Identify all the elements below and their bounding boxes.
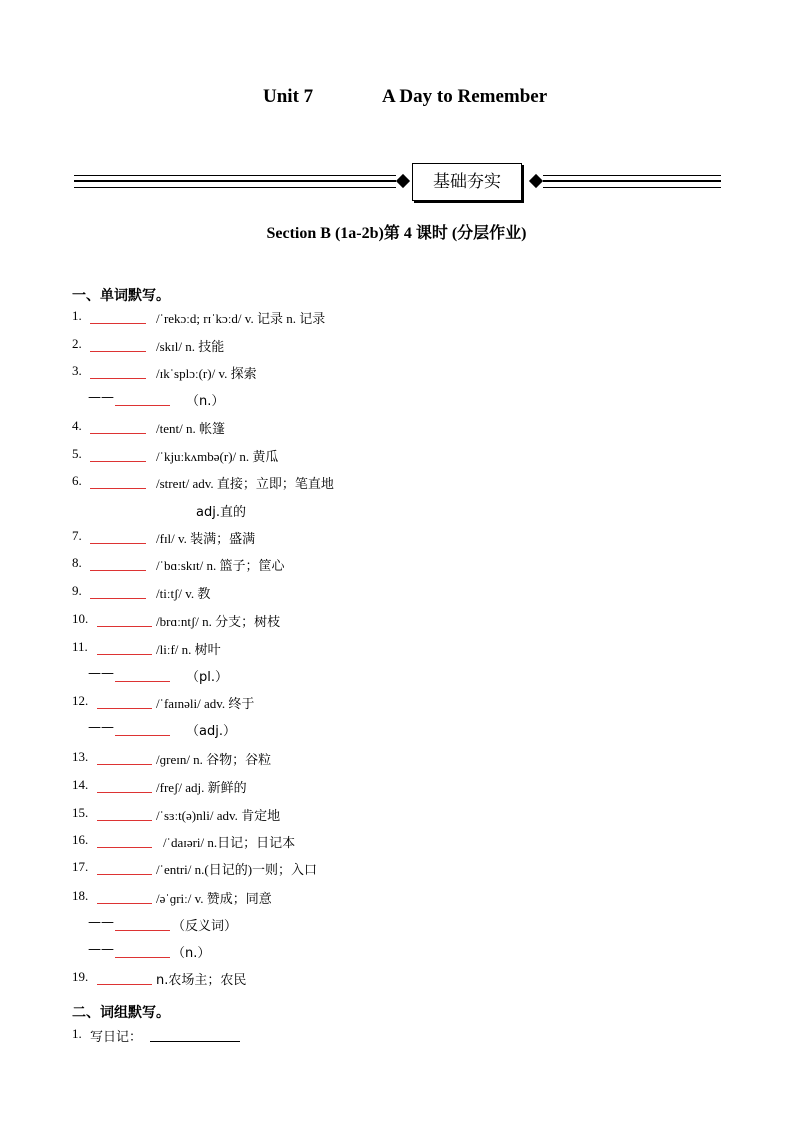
item-number: 2. [72, 336, 82, 351]
item-number: 1. [72, 1026, 82, 1041]
item-definition: /ˈsɜːt(ə)nli/ adv. 肯定地 [156, 808, 281, 823]
unit-title: A Day to Remember [382, 86, 548, 107]
derivative-dash: —— [88, 666, 114, 681]
answer-blank[interactable] [115, 930, 170, 931]
item-definition: /ˈentri/ n.(日记的)一则；入口 [156, 862, 318, 877]
item-number: 7. [72, 528, 82, 543]
item-number: 15. [72, 805, 89, 820]
answer-blank[interactable] [97, 626, 152, 627]
answer-blank[interactable] [90, 323, 146, 324]
item-definition: /ˈfaɪnəli/ adv. 终于 [156, 696, 255, 711]
answer-blank[interactable] [115, 957, 170, 958]
unit-label: Unit 7 [263, 86, 314, 107]
item-number: 14. [72, 777, 89, 792]
section2-heading: 二、词组默写。 [72, 1005, 170, 1021]
item-definition: /brɑːntʃ/ n. 分支；树枝 [156, 614, 281, 629]
derivative-dash: —— [88, 390, 114, 405]
item-number: 17. [72, 859, 89, 874]
derivative-note: （n.） [186, 394, 225, 409]
answer-blank[interactable] [97, 984, 152, 985]
item-definition: /freʃ/ adj. 新鲜的 [156, 780, 247, 795]
derivative-note: （pl.） [186, 670, 228, 685]
item-number: 1. [72, 308, 82, 323]
section-badge: 基础夯实 [412, 163, 522, 201]
answer-blank[interactable] [90, 598, 146, 599]
answer-blank[interactable] [90, 543, 146, 544]
answer-blank[interactable] [150, 1041, 240, 1042]
item-number: 12. [72, 693, 89, 708]
phrase-prompt: 写日记： [90, 1030, 143, 1045]
derivative-note: （n.） [172, 946, 211, 961]
answer-blank[interactable] [115, 405, 170, 406]
answer-blank[interactable] [90, 461, 146, 462]
answer-blank[interactable] [90, 378, 146, 379]
item-definition: /ɡreɪn/ n. 谷物；谷粒 [156, 752, 272, 767]
right-rule [543, 175, 721, 188]
diamond-icon [396, 174, 410, 188]
item-definition: /tent/ n. 帐篷 [156, 421, 225, 436]
item-number: 5. [72, 446, 82, 461]
answer-blank[interactable] [90, 351, 146, 352]
answer-blank[interactable] [90, 488, 146, 489]
answer-blank[interactable] [97, 654, 152, 655]
item-number: 13. [72, 749, 89, 764]
item-number: 9. [72, 583, 82, 598]
item-number: 10. [72, 611, 89, 626]
answer-blank[interactable] [97, 903, 152, 904]
diamond-icon [529, 174, 543, 188]
item-number: 6. [72, 473, 82, 488]
item-definition: /əˈɡriː/ v. 赞成；同意 [156, 891, 272, 906]
derivative-dash: —— [88, 942, 114, 957]
item-definition: /ˈbɑːskɪt/ n. 篮子；筐心 [156, 558, 285, 573]
answer-blank[interactable] [97, 708, 152, 709]
item-definition: /ˈrekɔːd; rɪˈkɔːd/ v. 记录 n. 记录 [156, 311, 326, 326]
answer-blank[interactable] [90, 433, 146, 434]
answer-blank[interactable] [97, 764, 152, 765]
item-number: 8. [72, 555, 82, 570]
item-definition: /ˈkjuːkʌmbə(r)/ n. 黄瓜 [156, 449, 279, 464]
left-rule [74, 175, 396, 188]
item-definition: /ɪkˈsplɔː(r)/ v. 探索 [156, 366, 257, 381]
item-definition: /skɪl/ n. 技能 [156, 339, 225, 354]
item-definition: n.农场主；农民 [156, 973, 247, 988]
item-number: 19. [72, 969, 89, 984]
item-definition: /fɪl/ v. 装满；盛满 [156, 531, 256, 546]
answer-blank[interactable] [97, 847, 152, 848]
derivative-note: （反义词） [172, 919, 238, 934]
item-extra-definition: adj.直的 [196, 505, 246, 520]
answer-blank[interactable] [97, 792, 152, 793]
item-number: 3. [72, 363, 82, 378]
derivative-note: （adj.） [186, 724, 236, 739]
item-definition: /liːf/ n. 树叶 [156, 642, 221, 657]
item-definition: /ˈdaɪəri/ n.日记；日记本 [163, 835, 296, 850]
item-definition: /tiːtʃ/ v. 教 [156, 586, 211, 601]
item-number: 4. [72, 418, 82, 433]
derivative-dash: —— [88, 915, 114, 930]
answer-blank[interactable] [90, 570, 146, 571]
item-definition: /streɪt/ adv. 直接；立即；笔直地 [156, 476, 334, 491]
item-number: 11. [72, 639, 88, 654]
answer-blank[interactable] [115, 735, 170, 736]
answer-blank[interactable] [97, 820, 152, 821]
item-number: 18. [72, 888, 89, 903]
section1-heading: 一、单词默写。 [72, 288, 170, 304]
derivative-dash: —— [88, 720, 114, 735]
item-number: 16. [72, 832, 89, 847]
section-subtitle: Section B (1a-2b)第 4 课时 (分层作业) [266, 225, 527, 242]
answer-blank[interactable] [115, 681, 170, 682]
answer-blank[interactable] [97, 874, 152, 875]
